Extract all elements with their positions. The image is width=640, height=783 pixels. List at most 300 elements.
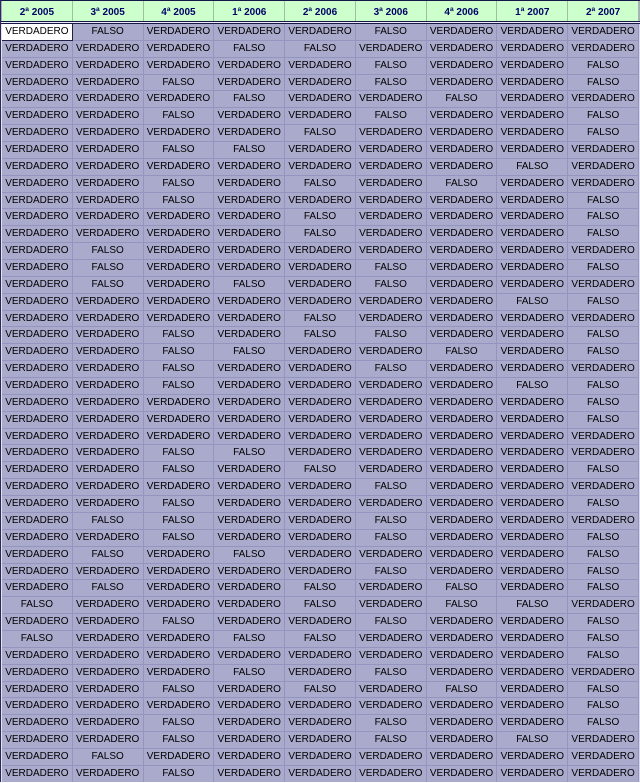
cell[interactable]: FALSO bbox=[285, 176, 356, 193]
cell[interactable]: FALSO bbox=[73, 547, 144, 564]
cell[interactable]: VERDADERO bbox=[73, 614, 144, 631]
cell[interactable]: VERDADERO bbox=[214, 395, 285, 412]
cell[interactable]: VERDADERO bbox=[2, 75, 73, 92]
cell[interactable]: VERDADERO bbox=[497, 749, 568, 766]
cell[interactable]: FALSO bbox=[285, 327, 356, 344]
cell[interactable]: VERDADERO bbox=[214, 311, 285, 328]
cell[interactable]: VERDADERO bbox=[73, 412, 144, 429]
cell[interactable]: VERDADERO bbox=[356, 176, 427, 193]
cell[interactable]: FALSO bbox=[356, 277, 427, 294]
cell[interactable]: VERDADERO bbox=[214, 580, 285, 597]
cell[interactable]: VERDADERO bbox=[285, 361, 356, 378]
cell[interactable]: VERDADERO bbox=[214, 530, 285, 547]
cell[interactable]: VERDADERO bbox=[356, 496, 427, 513]
cell[interactable]: FALSO bbox=[356, 564, 427, 581]
cell[interactable]: VERDADERO bbox=[144, 597, 215, 614]
cell[interactable]: VERDADERO bbox=[2, 294, 73, 311]
cell[interactable]: FALSO bbox=[356, 75, 427, 92]
cell[interactable]: VERDADERO bbox=[285, 614, 356, 631]
cell[interactable]: FALSO bbox=[73, 749, 144, 766]
cell[interactable]: VERDADERO bbox=[285, 547, 356, 564]
cell[interactable]: VERDADERO bbox=[568, 749, 639, 766]
cell[interactable]: FALSO bbox=[214, 41, 285, 58]
cell[interactable]: VERDADERO bbox=[214, 226, 285, 243]
cell[interactable]: VERDADERO bbox=[568, 311, 639, 328]
cell[interactable]: VERDADERO bbox=[427, 108, 498, 125]
cell[interactable]: VERDADERO bbox=[144, 91, 215, 108]
cell[interactable]: FALSO bbox=[144, 766, 215, 783]
cell[interactable]: VERDADERO bbox=[214, 732, 285, 749]
cell[interactable]: VERDADERO bbox=[2, 344, 73, 361]
cell[interactable]: VERDADERO bbox=[73, 108, 144, 125]
cell[interactable]: VERDADERO bbox=[568, 142, 639, 159]
cell[interactable]: FALSO bbox=[497, 294, 568, 311]
cell[interactable]: VERDADERO bbox=[427, 412, 498, 429]
cell[interactable]: VERDADERO bbox=[2, 395, 73, 412]
cell[interactable]: VERDADERO bbox=[285, 479, 356, 496]
cell[interactable]: VERDADERO bbox=[2, 108, 73, 125]
cell[interactable]: VERDADERO bbox=[144, 395, 215, 412]
cell[interactable]: FALSO bbox=[214, 277, 285, 294]
cell[interactable]: VERDADERO bbox=[2, 58, 73, 75]
cell[interactable]: VERDADERO bbox=[497, 58, 568, 75]
cell[interactable]: VERDADERO bbox=[73, 294, 144, 311]
cell[interactable]: VERDADERO bbox=[427, 564, 498, 581]
cell[interactable]: VERDADERO bbox=[497, 41, 568, 58]
cell[interactable]: VERDADERO bbox=[427, 41, 498, 58]
cell[interactable]: VERDADERO bbox=[2, 260, 73, 277]
cell[interactable]: VERDADERO bbox=[427, 631, 498, 648]
cell[interactable]: VERDADERO bbox=[427, 496, 498, 513]
cell[interactable]: FALSO bbox=[73, 24, 144, 41]
cell[interactable]: VERDADERO bbox=[285, 715, 356, 732]
cell[interactable]: VERDADERO bbox=[497, 429, 568, 446]
cell[interactable]: VERDADERO bbox=[2, 159, 73, 176]
cell[interactable]: VERDADERO bbox=[285, 91, 356, 108]
cell[interactable]: VERDADERO bbox=[356, 226, 427, 243]
cell[interactable]: VERDADERO bbox=[73, 58, 144, 75]
cell[interactable]: FALSO bbox=[356, 108, 427, 125]
cell[interactable]: VERDADERO bbox=[427, 277, 498, 294]
cell[interactable]: FALSO bbox=[568, 294, 639, 311]
cell[interactable]: FALSO bbox=[427, 682, 498, 699]
cell[interactable]: VERDADERO bbox=[427, 479, 498, 496]
cell[interactable]: VERDADERO bbox=[214, 496, 285, 513]
cell[interactable]: VERDADERO bbox=[2, 665, 73, 682]
cell[interactable]: VERDADERO bbox=[427, 378, 498, 395]
cell[interactable]: FALSO bbox=[144, 142, 215, 159]
cell[interactable]: VERDADERO bbox=[214, 715, 285, 732]
cell[interactable]: FALSO bbox=[285, 682, 356, 699]
cell[interactable]: VERDADERO bbox=[285, 142, 356, 159]
cell[interactable]: VERDADERO bbox=[73, 159, 144, 176]
cell[interactable]: VERDADERO bbox=[568, 445, 639, 462]
cell[interactable]: FALSO bbox=[285, 462, 356, 479]
column-header[interactable]: 4ª 2006 bbox=[427, 4, 498, 21]
cell[interactable]: VERDADERO bbox=[214, 513, 285, 530]
cell[interactable]: VERDADERO bbox=[214, 243, 285, 260]
cell[interactable]: VERDADERO bbox=[568, 91, 639, 108]
cell[interactable]: VERDADERO bbox=[214, 462, 285, 479]
cell[interactable]: VERDADERO bbox=[497, 564, 568, 581]
cell[interactable]: VERDADERO bbox=[285, 75, 356, 92]
cell[interactable]: VERDADERO bbox=[214, 648, 285, 665]
cell[interactable]: FALSO bbox=[285, 226, 356, 243]
cell[interactable]: VERDADERO bbox=[144, 41, 215, 58]
cell[interactable]: VERDADERO bbox=[2, 378, 73, 395]
cell[interactable]: FALSO bbox=[356, 361, 427, 378]
cell[interactable]: VERDADERO bbox=[497, 648, 568, 665]
column-header[interactable]: 1ª 2006 bbox=[214, 4, 285, 21]
cell[interactable]: VERDADERO bbox=[144, 479, 215, 496]
cell[interactable]: VERDADERO bbox=[214, 682, 285, 699]
cell[interactable]: FALSO bbox=[73, 260, 144, 277]
cell[interactable]: VERDADERO bbox=[214, 193, 285, 210]
cell[interactable]: VERDADERO bbox=[356, 445, 427, 462]
cell[interactable]: VERDADERO bbox=[144, 547, 215, 564]
cell[interactable]: VERDADERO bbox=[2, 766, 73, 783]
cell[interactable]: FALSO bbox=[568, 327, 639, 344]
column-header[interactable]: 3ª 2005 bbox=[73, 4, 144, 21]
cell[interactable]: FALSO bbox=[497, 159, 568, 176]
cell[interactable]: VERDADERO bbox=[73, 41, 144, 58]
cell[interactable]: VERDADERO bbox=[427, 766, 498, 783]
cell[interactable]: VERDADERO bbox=[497, 142, 568, 159]
cell[interactable]: VERDADERO bbox=[73, 445, 144, 462]
cell[interactable]: VERDADERO bbox=[356, 648, 427, 665]
column-header[interactable]: 3ª 2006 bbox=[356, 4, 427, 21]
cell[interactable]: VERDADERO bbox=[73, 142, 144, 159]
cell[interactable]: VERDADERO bbox=[144, 58, 215, 75]
cell[interactable]: FALSO bbox=[356, 732, 427, 749]
cell[interactable]: VERDADERO bbox=[214, 327, 285, 344]
cell[interactable]: VERDADERO bbox=[73, 597, 144, 614]
cell[interactable]: VERDADERO bbox=[2, 327, 73, 344]
cell[interactable]: FALSO bbox=[73, 277, 144, 294]
cell[interactable]: FALSO bbox=[73, 243, 144, 260]
cell[interactable]: VERDADERO bbox=[285, 564, 356, 581]
cell[interactable]: VERDADERO bbox=[73, 395, 144, 412]
cell[interactable]: FALSO bbox=[144, 75, 215, 92]
cell[interactable]: VERDADERO bbox=[214, 125, 285, 142]
cell[interactable]: FALSO bbox=[427, 580, 498, 597]
cell[interactable]: VERDADERO bbox=[2, 698, 73, 715]
cell[interactable]: FALSO bbox=[356, 24, 427, 41]
cell[interactable]: VERDADERO bbox=[73, 226, 144, 243]
cell[interactable]: FALSO bbox=[568, 125, 639, 142]
cell[interactable]: FALSO bbox=[568, 260, 639, 277]
cell[interactable]: VERDADERO bbox=[2, 564, 73, 581]
cell[interactable]: VERDADERO bbox=[73, 125, 144, 142]
cell[interactable]: VERDADERO bbox=[214, 209, 285, 226]
cell[interactable]: VERDADERO bbox=[285, 58, 356, 75]
cell[interactable]: VERDADERO bbox=[497, 547, 568, 564]
cell[interactable]: VERDADERO bbox=[214, 429, 285, 446]
cell[interactable]: FALSO bbox=[497, 378, 568, 395]
cell[interactable]: VERDADERO bbox=[497, 209, 568, 226]
cell[interactable]: VERDADERO bbox=[568, 513, 639, 530]
cell[interactable]: VERDADERO bbox=[427, 749, 498, 766]
cell[interactable]: VERDADERO bbox=[427, 142, 498, 159]
cell[interactable]: VERDADERO bbox=[497, 75, 568, 92]
cell[interactable]: VERDADERO bbox=[285, 277, 356, 294]
cell[interactable]: VERDADERO bbox=[144, 429, 215, 446]
cell[interactable]: VERDADERO bbox=[2, 311, 73, 328]
cell[interactable]: VERDADERO bbox=[73, 209, 144, 226]
cell[interactable]: VERDADERO bbox=[285, 648, 356, 665]
cell[interactable]: VERDADERO bbox=[497, 311, 568, 328]
cell[interactable]: VERDADERO bbox=[144, 580, 215, 597]
cell[interactable]: VERDADERO bbox=[144, 631, 215, 648]
cell[interactable]: VERDADERO bbox=[285, 260, 356, 277]
cell[interactable]: VERDADERO bbox=[356, 378, 427, 395]
cell[interactable]: FALSO bbox=[427, 597, 498, 614]
cell[interactable]: VERDADERO bbox=[285, 766, 356, 783]
cell[interactable]: VERDADERO bbox=[144, 260, 215, 277]
cell[interactable]: VERDADERO bbox=[427, 209, 498, 226]
cell[interactable]: VERDADERO bbox=[73, 462, 144, 479]
cell[interactable]: VERDADERO bbox=[427, 429, 498, 446]
cell[interactable]: VERDADERO bbox=[214, 749, 285, 766]
cell[interactable]: VERDADERO bbox=[497, 176, 568, 193]
cell[interactable]: VERDADERO bbox=[427, 311, 498, 328]
cell[interactable]: FALSO bbox=[568, 496, 639, 513]
cell[interactable]: VERDADERO bbox=[497, 395, 568, 412]
cell[interactable]: VERDADERO bbox=[427, 159, 498, 176]
cell[interactable]: VERDADERO bbox=[285, 445, 356, 462]
cell[interactable]: VERDADERO bbox=[427, 24, 498, 41]
cell[interactable]: VERDADERO bbox=[2, 412, 73, 429]
cell[interactable]: FALSO bbox=[285, 631, 356, 648]
cell[interactable]: VERDADERO bbox=[427, 260, 498, 277]
cell[interactable]: VERDADERO bbox=[214, 614, 285, 631]
cell[interactable]: VERDADERO bbox=[2, 429, 73, 446]
cell[interactable]: FALSO bbox=[356, 513, 427, 530]
cell[interactable]: VERDADERO bbox=[285, 732, 356, 749]
cell[interactable]: VERDADERO bbox=[356, 294, 427, 311]
cell[interactable]: VERDADERO bbox=[427, 732, 498, 749]
cell[interactable]: VERDADERO bbox=[2, 41, 73, 58]
cell[interactable]: VERDADERO bbox=[427, 665, 498, 682]
column-header[interactable]: 2ª 2007 bbox=[568, 4, 639, 21]
cell[interactable]: VERDADERO bbox=[73, 176, 144, 193]
cell[interactable]: VERDADERO bbox=[73, 665, 144, 682]
cell[interactable]: VERDADERO bbox=[73, 479, 144, 496]
cell[interactable]: VERDADERO bbox=[356, 547, 427, 564]
cell[interactable]: VERDADERO bbox=[144, 294, 215, 311]
cell[interactable]: FALSO bbox=[285, 209, 356, 226]
cell[interactable]: FALSO bbox=[568, 108, 639, 125]
cell[interactable]: VERDADERO bbox=[568, 159, 639, 176]
cell[interactable]: VERDADERO bbox=[497, 614, 568, 631]
cell[interactable]: VERDADERO bbox=[144, 243, 215, 260]
cell[interactable]: VERDADERO bbox=[285, 496, 356, 513]
cell[interactable]: FALSO bbox=[568, 412, 639, 429]
cell[interactable]: VERDADERO bbox=[497, 665, 568, 682]
cell[interactable]: VERDADERO bbox=[568, 665, 639, 682]
cell[interactable]: VERDADERO bbox=[144, 749, 215, 766]
cell[interactable]: VERDADERO bbox=[144, 698, 215, 715]
cell[interactable]: FALSO bbox=[497, 597, 568, 614]
cell[interactable]: VERDADERO bbox=[497, 226, 568, 243]
cell[interactable]: VERDADERO bbox=[2, 361, 73, 378]
cell[interactable]: FALSO bbox=[73, 580, 144, 597]
cell[interactable]: VERDADERO bbox=[497, 125, 568, 142]
cell[interactable]: VERDADERO bbox=[2, 193, 73, 210]
cell[interactable]: FALSO bbox=[356, 665, 427, 682]
cell[interactable]: VERDADERO bbox=[285, 108, 356, 125]
cell[interactable]: VERDADERO bbox=[214, 24, 285, 41]
cell[interactable]: VERDADERO bbox=[568, 479, 639, 496]
cell[interactable]: FALSO bbox=[568, 564, 639, 581]
cell[interactable]: VERDADERO bbox=[427, 75, 498, 92]
cell[interactable]: VERDADERO bbox=[427, 58, 498, 75]
cell[interactable]: VERDADERO bbox=[568, 24, 639, 41]
cell[interactable]: VERDADERO bbox=[285, 193, 356, 210]
cell[interactable]: FALSO bbox=[427, 91, 498, 108]
cell[interactable]: VERDADERO bbox=[427, 715, 498, 732]
cell[interactable]: VERDADERO bbox=[356, 142, 427, 159]
cell[interactable]: VERDADERO bbox=[497, 462, 568, 479]
cell[interactable]: VERDADERO bbox=[568, 277, 639, 294]
cell[interactable]: FALSO bbox=[214, 547, 285, 564]
cell[interactable]: VERDADERO bbox=[356, 597, 427, 614]
cell[interactable]: VERDADERO bbox=[2, 91, 73, 108]
cell[interactable]: VERDADERO bbox=[427, 294, 498, 311]
cell[interactable]: FALSO bbox=[497, 732, 568, 749]
cell[interactable]: VERDADERO bbox=[497, 277, 568, 294]
cell[interactable]: VERDADERO bbox=[568, 732, 639, 749]
cell[interactable]: VERDADERO bbox=[73, 378, 144, 395]
cell[interactable]: VERDADERO bbox=[497, 682, 568, 699]
cell[interactable]: VERDADERO bbox=[144, 125, 215, 142]
cell[interactable]: FALSO bbox=[568, 682, 639, 699]
cell[interactable]: VERDADERO bbox=[497, 193, 568, 210]
cell[interactable]: VERDADERO bbox=[356, 749, 427, 766]
cell[interactable]: FALSO bbox=[214, 91, 285, 108]
cell[interactable]: VERDADERO bbox=[356, 311, 427, 328]
cell[interactable]: VERDADERO bbox=[73, 91, 144, 108]
cell[interactable]: FALSO bbox=[427, 176, 498, 193]
cell[interactable]: VERDADERO bbox=[214, 260, 285, 277]
cell[interactable]: VERDADERO bbox=[2, 682, 73, 699]
cell[interactable]: VERDADERO bbox=[497, 361, 568, 378]
cell[interactable]: VERDADERO bbox=[2, 243, 73, 260]
cell[interactable]: FALSO bbox=[568, 530, 639, 547]
cell[interactable]: FALSO bbox=[356, 614, 427, 631]
cell[interactable]: VERDADERO bbox=[356, 344, 427, 361]
cell[interactable]: VERDADERO bbox=[214, 564, 285, 581]
cell[interactable]: FALSO bbox=[568, 58, 639, 75]
cell[interactable]: FALSO bbox=[144, 715, 215, 732]
cell[interactable]: VERDADERO bbox=[2, 648, 73, 665]
cell[interactable]: VERDADERO bbox=[497, 412, 568, 429]
cell[interactable]: VERDADERO bbox=[427, 243, 498, 260]
cell[interactable]: VERDADERO bbox=[2, 749, 73, 766]
cell[interactable]: VERDADERO bbox=[214, 597, 285, 614]
cell[interactable]: VERDADERO bbox=[427, 698, 498, 715]
cell[interactable]: VERDADERO bbox=[73, 648, 144, 665]
cell[interactable]: VERDADERO bbox=[497, 24, 568, 41]
cell[interactable]: VERDADERO bbox=[427, 513, 498, 530]
column-header[interactable]: 1ª 2007 bbox=[497, 4, 568, 21]
cell[interactable]: FALSO bbox=[73, 513, 144, 530]
cell[interactable]: VERDADERO bbox=[73, 564, 144, 581]
cell[interactable]: VERDADERO bbox=[2, 226, 73, 243]
cell[interactable]: FALSO bbox=[568, 715, 639, 732]
cell[interactable]: VERDADERO bbox=[2, 462, 73, 479]
cell[interactable]: VERDADERO bbox=[568, 361, 639, 378]
cell[interactable]: VERDADERO bbox=[285, 243, 356, 260]
cell[interactable]: VERDADERO bbox=[285, 513, 356, 530]
cell[interactable]: VERDADERO bbox=[73, 766, 144, 783]
cell[interactable]: VERDADERO bbox=[214, 159, 285, 176]
cell[interactable]: VERDADERO bbox=[427, 445, 498, 462]
cell[interactable]: FALSO bbox=[214, 665, 285, 682]
cell[interactable]: VERDADERO bbox=[73, 327, 144, 344]
cell[interactable]: FALSO bbox=[568, 547, 639, 564]
cell[interactable]: VERDADERO bbox=[497, 631, 568, 648]
cell[interactable]: FALSO bbox=[2, 631, 73, 648]
cell[interactable]: VERDADERO bbox=[427, 361, 498, 378]
cell[interactable]: FALSO bbox=[144, 496, 215, 513]
cell[interactable]: FALSO bbox=[214, 344, 285, 361]
cell[interactable]: FALSO bbox=[144, 732, 215, 749]
cell[interactable]: FALSO bbox=[144, 530, 215, 547]
cell[interactable]: VERDADERO bbox=[144, 564, 215, 581]
cell[interactable]: VERDADERO bbox=[568, 243, 639, 260]
cell[interactable]: VERDADERO bbox=[73, 715, 144, 732]
cell[interactable]: FALSO bbox=[356, 530, 427, 547]
cell[interactable]: VERDADERO bbox=[427, 125, 498, 142]
cell[interactable]: VERDADERO bbox=[427, 193, 498, 210]
cell[interactable]: FALSO bbox=[568, 648, 639, 665]
cell[interactable]: VERDADERO bbox=[568, 176, 639, 193]
cell[interactable]: VERDADERO bbox=[497, 445, 568, 462]
cell[interactable]: VERDADERO bbox=[427, 327, 498, 344]
cell[interactable]: VERDADERO bbox=[285, 159, 356, 176]
cell[interactable]: VERDADERO bbox=[73, 429, 144, 446]
cell[interactable]: VERDADERO bbox=[73, 361, 144, 378]
cell[interactable]: VERDADERO bbox=[356, 412, 427, 429]
cell[interactable]: VERDADERO bbox=[427, 547, 498, 564]
cell[interactable]: VERDADERO bbox=[497, 715, 568, 732]
cell[interactable]: VERDADERO bbox=[285, 294, 356, 311]
cell[interactable]: VERDADERO bbox=[214, 176, 285, 193]
cell[interactable]: FALSO bbox=[568, 698, 639, 715]
cell[interactable]: FALSO bbox=[144, 462, 215, 479]
cell[interactable]: VERDADERO bbox=[285, 412, 356, 429]
cell[interactable]: FALSO bbox=[568, 631, 639, 648]
cell[interactable]: VERDADERO bbox=[73, 496, 144, 513]
cell[interactable]: VERDADERO bbox=[497, 260, 568, 277]
cell[interactable]: VERDADERO bbox=[356, 631, 427, 648]
cell[interactable]: FALSO bbox=[356, 715, 427, 732]
cell[interactable]: FALSO bbox=[568, 226, 639, 243]
cell[interactable]: VERDADERO bbox=[214, 108, 285, 125]
cell[interactable]: FALSO bbox=[214, 445, 285, 462]
cell[interactable]: FALSO bbox=[285, 311, 356, 328]
cell[interactable]: FALSO bbox=[144, 378, 215, 395]
cell[interactable]: VERDADERO bbox=[2, 547, 73, 564]
cell[interactable]: VERDADERO bbox=[497, 243, 568, 260]
cell[interactable]: VERDADERO bbox=[356, 125, 427, 142]
cell[interactable]: VERDADERO bbox=[285, 429, 356, 446]
cell[interactable]: VERDADERO bbox=[497, 698, 568, 715]
cell[interactable]: VERDADERO bbox=[285, 378, 356, 395]
cell[interactable]: VERDADERO bbox=[2, 176, 73, 193]
cell[interactable]: VERDADERO bbox=[427, 530, 498, 547]
